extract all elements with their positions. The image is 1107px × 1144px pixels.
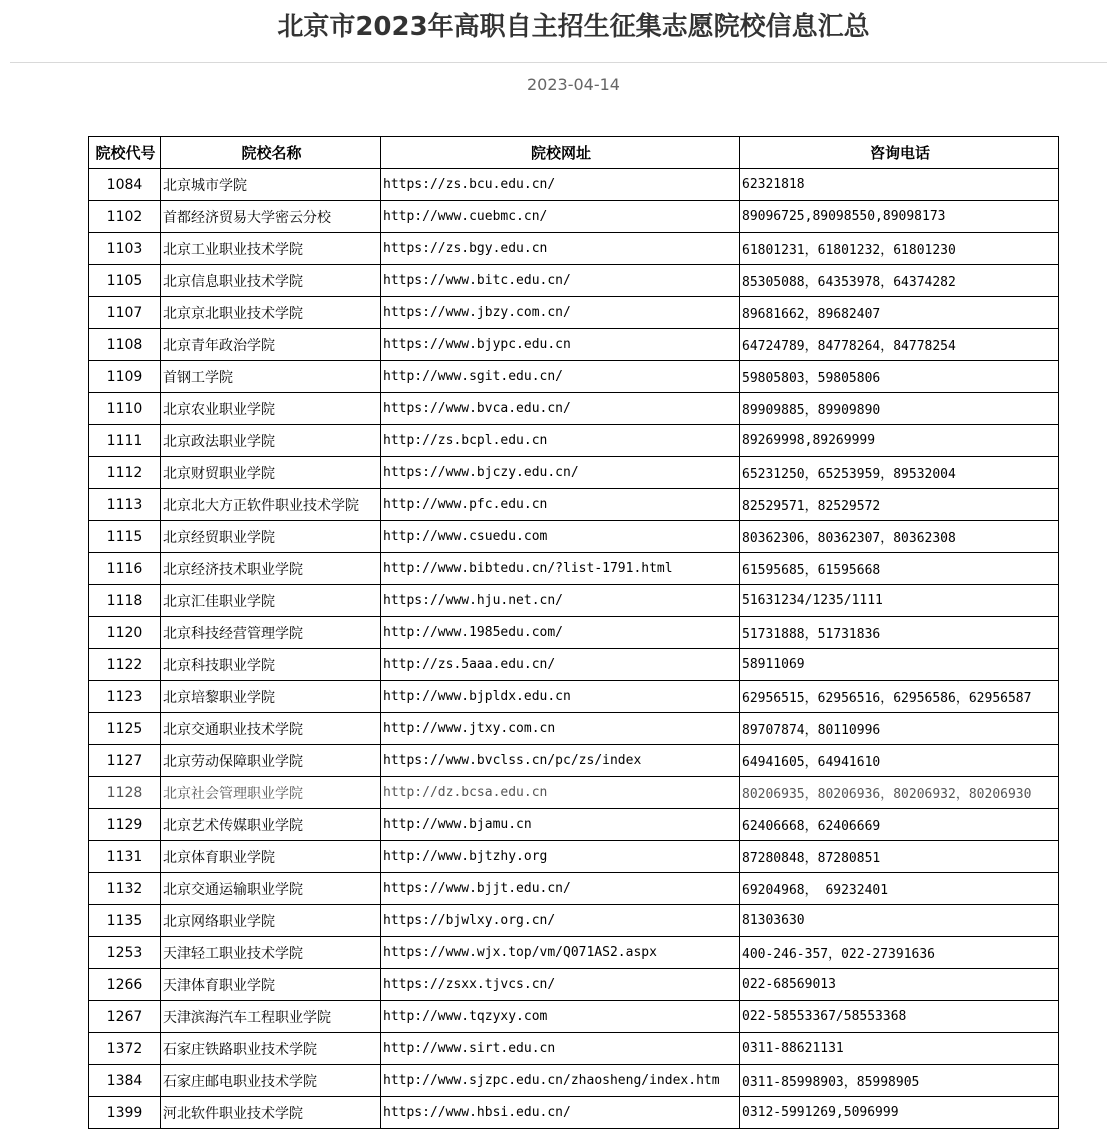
table-row [89,937,1059,969]
page-title: 北京市2023年高职自主招生征集志愿院校信息汇总 [277,12,870,42]
cell-url[interactable]: http://dz.bcsa.edu.cn [381,777,740,809]
table-row [89,1001,1059,1033]
cell-name: 北京城市学院 [161,169,381,201]
table-row [89,841,1059,873]
cell-code: 1125 [89,713,161,745]
cell-name: 北京交通职业技术学院 [161,713,381,745]
cell-code: 1109 [89,361,161,393]
title-divider [10,62,1107,63]
table-row [89,713,1059,745]
cell-phone: 89681662，89682407 [740,297,1059,329]
cell-url[interactable]: http://www.bjamu.cn [381,809,740,841]
cell-url[interactable]: https://zsxx.tjvcs.cn/ [381,969,740,1001]
cell-name: 北京北大方正软件职业技术学院 [161,489,381,521]
cell-phone: 62321818 [740,169,1059,201]
cell-name: 北京科技经营管理学院 [161,617,381,649]
cell-url[interactable]: https://zs.bcu.edu.cn/ [381,169,740,201]
header-phone: 咨询电话 [740,137,1059,169]
table-row [89,265,1059,297]
cell-phone: 58911069 [740,649,1059,681]
cell-name: 河北软件职业技术学院 [161,1097,381,1129]
header-name: 院校名称 [161,137,381,169]
cell-phone: 87280848，87280851 [740,841,1059,873]
cell-code: 1372 [89,1033,161,1065]
cell-phone: 022-68569013 [740,969,1059,1001]
cell-name: 北京青年政治学院 [161,329,381,361]
table-row [89,489,1059,521]
cell-phone: 022-58553367/58553368 [740,1001,1059,1033]
table-row [89,297,1059,329]
table-header-row [89,137,1059,169]
cell-code: 1123 [89,681,161,713]
table-row [89,425,1059,457]
table-row [89,649,1059,681]
cell-phone: 64724789，84778264，84778254 [740,329,1059,361]
table-row [89,169,1059,201]
cell-code: 1131 [89,841,161,873]
cell-code: 1132 [89,873,161,905]
cell-url[interactable]: https://www.hbsi.edu.cn/ [381,1097,740,1129]
cell-name: 北京社会管理职业学院 [161,777,381,809]
cell-phone: 81303630 [740,905,1059,937]
cell-phone: 61801231，61801232，61801230 [740,233,1059,265]
table-row [89,809,1059,841]
cell-url[interactable]: http://www.sgit.edu.cn/ [381,361,740,393]
cell-phone: 85305088，64353978，64374282 [740,265,1059,297]
table-row [89,905,1059,937]
cell-name: 首都经济贸易大学密云分校 [161,201,381,233]
cell-name: 北京京北职业技术学院 [161,297,381,329]
table-row [89,873,1059,905]
cell-phone: 82529571，82529572 [740,489,1059,521]
table-row [89,1065,1059,1097]
cell-url[interactable]: http://www.bibtedu.cn/?list-1791.html [381,553,740,585]
cell-name: 北京网络职业学院 [161,905,381,937]
table-row [89,1033,1059,1065]
cell-code: 1115 [89,521,161,553]
cell-code: 1110 [89,393,161,425]
college-info-table [88,136,1059,1129]
table-row [89,553,1059,585]
cell-code: 1266 [89,969,161,1001]
cell-phone: 0311-88621131 [740,1033,1059,1065]
cell-code: 1122 [89,649,161,681]
cell-url[interactable]: https://bjwlxy.org.cn/ [381,905,740,937]
cell-phone: 0312-5991269,5096999 [740,1097,1059,1129]
cell-phone: 62956515，62956516，62956586，62956587 [740,681,1059,713]
cell-phone: 89707874，80110996 [740,713,1059,745]
cell-url[interactable]: http://www.sjzpc.edu.cn/zhaosheng/index.htm [381,1065,740,1097]
cell-url[interactable]: http://www.1985edu.com/ [381,617,740,649]
cell-name: 北京农业职业学院 [161,393,381,425]
cell-url[interactable]: http://www.sirt.edu.cn [381,1033,740,1065]
cell-url[interactable]: https://www.wjx.top/vm/Q071AS2.aspx [381,937,740,969]
cell-code: 1102 [89,201,161,233]
cell-code: 1253 [89,937,161,969]
table-row [89,233,1059,265]
cell-code: 1120 [89,617,161,649]
cell-code: 1116 [89,553,161,585]
cell-code: 1127 [89,745,161,777]
cell-phone: 65231250，65253959，89532004 [740,457,1059,489]
table-row [89,777,1059,809]
cell-phone: 89096725,89098550,89098173 [740,201,1059,233]
publish-date: 2023-04-14 [527,75,620,94]
cell-url[interactable]: https://www.bvca.edu.cn/ [381,393,740,425]
cell-url[interactable]: http://zs.bcpl.edu.cn [381,425,740,457]
cell-code: 1118 [89,585,161,617]
cell-phone: 80362306，80362307，80362308 [740,521,1059,553]
cell-code: 1107 [89,297,161,329]
cell-url[interactable]: https://zs.bgy.edu.cn [381,233,740,265]
cell-phone: 51731888，51731836 [740,617,1059,649]
cell-name: 北京工业职业技术学院 [161,233,381,265]
cell-url[interactable]: http://www.cuebmc.cn/ [381,201,740,233]
cell-code: 1105 [89,265,161,297]
table-row [89,521,1059,553]
cell-phone: 89269998,89269999 [740,425,1059,457]
cell-url[interactable]: http://www.bjpldx.edu.cn [381,681,740,713]
cell-name: 北京信息职业技术学院 [161,265,381,297]
cell-code: 1103 [89,233,161,265]
cell-code: 1399 [89,1097,161,1129]
cell-url[interactable]: https://www.bjjt.edu.cn/ [381,873,740,905]
cell-name: 北京经济技术职业学院 [161,553,381,585]
cell-url[interactable]: https://www.bvclss.cn/pc/zs/index [381,745,740,777]
cell-name: 北京财贸职业学院 [161,457,381,489]
cell-phone: 51631234/1235/1111 [740,585,1059,617]
cell-code: 1084 [89,169,161,201]
cell-name: 天津体育职业学院 [161,969,381,1001]
table-row [89,617,1059,649]
header-code: 院校代号 [89,137,161,169]
cell-url[interactable]: https://www.jbzy.com.cn/ [381,297,740,329]
cell-name: 北京汇佳职业学院 [161,585,381,617]
cell-name: 北京劳动保障职业学院 [161,745,381,777]
cell-phone: 64941605，64941610 [740,745,1059,777]
cell-name: 石家庄铁路职业技术学院 [161,1033,381,1065]
table-row [89,585,1059,617]
cell-name: 北京培黎职业学院 [161,681,381,713]
table-row [89,329,1059,361]
cell-url[interactable]: http://www.bjtzhy.org [381,841,740,873]
cell-phone: 59805803，59805806 [740,361,1059,393]
header-url: 院校网址 [381,137,740,169]
table-row [89,201,1059,233]
cell-url[interactable]: http://www.pfc.edu.cn [381,489,740,521]
cell-url[interactable]: https://www.bitc.edu.cn/ [381,265,740,297]
cell-code: 1135 [89,905,161,937]
cell-url[interactable]: http://www.csuedu.com [381,521,740,553]
cell-name: 首钢工学院 [161,361,381,393]
cell-name: 天津滨海汽车工程职业学院 [161,1001,381,1033]
table-body [89,169,1059,1129]
table-row [89,393,1059,425]
cell-phone: 0311-85998903，85998905 [740,1065,1059,1097]
cell-url[interactable]: http://www.jtxy.com.cn [381,713,740,745]
table-row [89,969,1059,1001]
table-row [89,457,1059,489]
cell-url[interactable]: https://www.bjypc.edu.cn [381,329,740,361]
table-row [89,681,1059,713]
cell-url[interactable]: https://www.bjczy.edu.cn/ [381,457,740,489]
cell-name: 北京经贸职业学院 [161,521,381,553]
cell-phone: 62406668，62406669 [740,809,1059,841]
cell-url[interactable]: http://www.tqzyxy.com [381,1001,740,1033]
cell-phone: 61595685，61595668 [740,553,1059,585]
cell-url[interactable]: https://www.hju.net.cn/ [381,585,740,617]
cell-phone: 69204968， 69232401 [740,873,1059,905]
table-row [89,745,1059,777]
cell-name: 北京艺术传媒职业学院 [161,809,381,841]
cell-code: 1128 [89,777,161,809]
table-row [89,361,1059,393]
cell-name: 北京科技职业学院 [161,649,381,681]
cell-name: 北京体育职业学院 [161,841,381,873]
cell-code: 1113 [89,489,161,521]
cell-name: 石家庄邮电职业技术学院 [161,1065,381,1097]
cell-code: 1129 [89,809,161,841]
cell-name: 北京政法职业学院 [161,425,381,457]
cell-name: 天津轻工职业技术学院 [161,937,381,969]
cell-code: 1112 [89,457,161,489]
cell-phone: 400-246-357，022-27391636 [740,937,1059,969]
table-row [89,1097,1059,1129]
cell-code: 1384 [89,1065,161,1097]
cell-url[interactable]: http://zs.5aaa.edu.cn/ [381,649,740,681]
cell-name: 北京交通运输职业学院 [161,873,381,905]
cell-code: 1108 [89,329,161,361]
cell-phone: 80206935，80206936，80206932，80206930 [740,777,1059,809]
cell-code: 1111 [89,425,161,457]
cell-code: 1267 [89,1001,161,1033]
cell-phone: 89909885，89909890 [740,393,1059,425]
